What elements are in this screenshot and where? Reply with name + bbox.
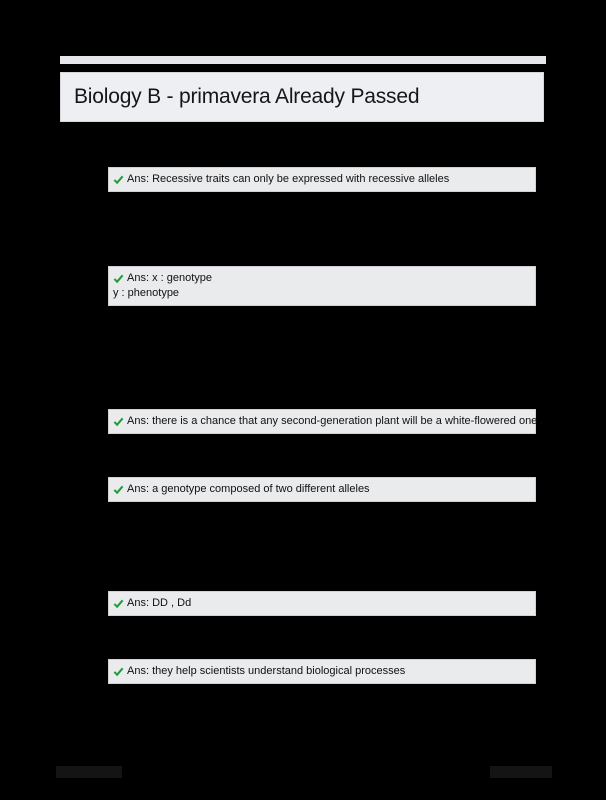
answer-line: [113, 482, 529, 497]
check-icon: [113, 666, 124, 677]
answer-box: [108, 167, 536, 192]
answer-text: Ans: DD , Dd: [127, 597, 192, 609]
footer-watermark-right: [490, 766, 552, 778]
check-icon: [113, 598, 124, 609]
answer-line: [113, 286, 529, 301]
answer-line: [113, 271, 529, 286]
answer-text: Ans: x : genotype: [127, 272, 212, 284]
answer-text: Ans: a genotype composed of two different alleles: [127, 483, 370, 495]
header-divider: [60, 56, 546, 64]
answer-line: [113, 414, 544, 429]
answer-box: [108, 266, 536, 306]
answer-box: [108, 409, 544, 434]
footer-watermark-left: [56, 766, 122, 778]
answer-text: Ans: Recessive traits can only be expressed with recessive alleles: [127, 173, 450, 185]
answer-text: y : phenotype: [113, 287, 180, 299]
answer-line: [113, 172, 529, 187]
answer-box: [108, 477, 536, 502]
check-icon: [113, 484, 124, 495]
document-title-box: [60, 72, 544, 122]
answer-line: [113, 664, 529, 679]
answer-line: [113, 596, 529, 611]
answer-box: [108, 659, 536, 684]
check-icon: [113, 273, 124, 284]
document-title: Biology B - primavera Already Passed: [74, 85, 420, 108]
check-icon: [113, 416, 124, 427]
check-icon: [113, 174, 124, 185]
answer-box: [108, 591, 536, 616]
answer-text: Ans: there is a chance that any second-generation plant will be a white-flowered one .: [127, 415, 544, 427]
answer-text: Ans: they help scientists understand biological processes: [127, 665, 406, 677]
